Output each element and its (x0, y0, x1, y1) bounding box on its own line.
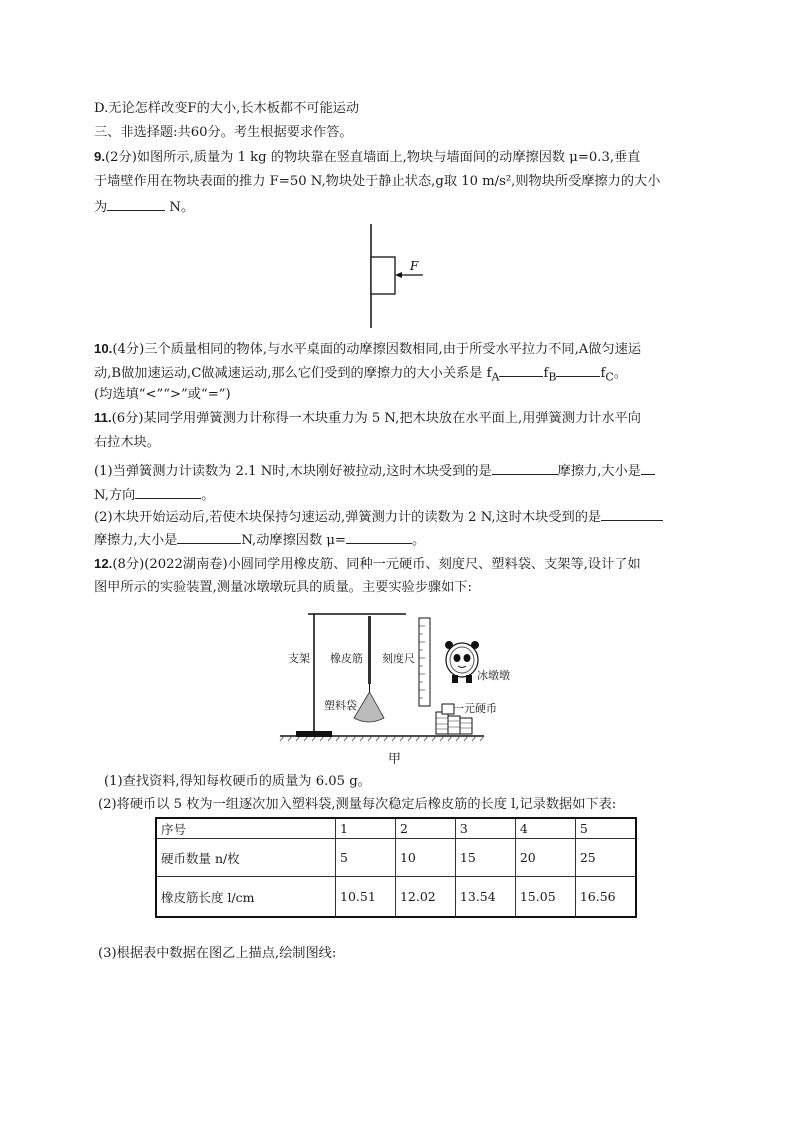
table-cell: 16.56 (575, 877, 636, 918)
q11-2-blank-type[interactable] (601, 508, 663, 521)
q11-2-text-d: 。 (411, 533, 426, 548)
q11-1-text-d: 。 (201, 488, 215, 503)
q12-number: 12. (94, 556, 113, 571)
table-row-coins (156, 839, 636, 877)
q10-line-2 (94, 364, 627, 387)
table-cell: 4 (515, 818, 575, 839)
q11-sub2-line-2 (94, 531, 425, 550)
q9-answer-blank[interactable] (107, 198, 165, 211)
q9-line-3 (94, 198, 194, 217)
label-rubber-band: 橡皮筋 (330, 652, 363, 665)
rubber-band (368, 616, 371, 684)
table-row-index (156, 818, 636, 839)
figure-caption-jia: 甲 (388, 752, 402, 767)
q11-1-blank-direction[interactable] (135, 486, 201, 499)
q10-line-3: (均选填“<”“>”或“=”) (94, 387, 231, 402)
q9-line-2: 于墙壁作用在物块表面的推力 F=50 N,物块处于静止状态,g取 10 m/s²,则物块所受摩擦力的大小 (94, 174, 661, 189)
q12-line-2: 图甲所示的实验装置,测量冰墩墩玩具的质量。主要实验步骤如下: (94, 580, 472, 595)
q11-line-2: 右拉木块。 (94, 435, 160, 450)
table-cell: 10 (395, 839, 455, 877)
force-label: F (410, 259, 419, 273)
q9-text-1: (2分)如图所示,质量为 1 kg 的物块靠在竖直墙面上,物块与墙面间的动摩擦因数 μ=0.3,垂直 (105, 150, 641, 165)
row-header: 硬币数量 n/枚 (156, 839, 336, 877)
stand-base (296, 731, 332, 737)
q11-text-1: (6分)某同学用弹簧测力计称得一木块重力为 5 N,把木块放在水平面上,用弹簧测力计水平向 (111, 411, 641, 426)
label-coin: 一元硬币 (453, 702, 497, 715)
table-cell: 5 (575, 818, 636, 839)
row-header: 橡皮筋长度 l/cm (156, 877, 336, 918)
q9-figure (340, 222, 440, 330)
q9-text-3b: N。 (169, 200, 195, 215)
q9-number: 9. (94, 149, 105, 164)
data-table (155, 817, 637, 918)
bing-dwen-dwen-toy (445, 641, 479, 683)
q11-sub2-line-1 (94, 508, 663, 527)
q11-1-blank-size[interactable] (641, 462, 655, 475)
q11-sub1-line-2 (94, 486, 214, 505)
q12-figure-jia (278, 608, 514, 758)
plastic-bag (354, 692, 384, 722)
table-cell: 3 (455, 818, 515, 839)
force-arrowhead (395, 272, 402, 278)
q11-number: 11. (94, 410, 112, 425)
q12-step-2: (2)将硬币以 5 枚为一组逐次加入塑料袋,测量每次稳定后橡皮筋的长度 l,记录数据如下表: (98, 797, 617, 812)
q10-end: 。 (613, 366, 627, 381)
q10-number: 10. (94, 341, 113, 356)
q10-blank-2[interactable] (556, 364, 600, 377)
table-cell: 15 (455, 839, 515, 877)
q11-sub1-line-1 (94, 462, 655, 481)
table-cell: 20 (515, 839, 575, 877)
q11-1-text-b: 摩擦力,大小是 (557, 464, 641, 479)
label-mascot: 冰墩墩 (477, 669, 510, 682)
option-d: D.无论怎样改变F的大小,长木板都不可能运动 (94, 101, 360, 116)
q11-2-text-b: 摩擦力,大小是 (94, 533, 178, 548)
q12-step-3: (3)根据表中数据在图乙上描点,绘制图线: (98, 946, 337, 961)
q9-text-3a: 为 (94, 200, 108, 215)
q12-line-1 (94, 555, 641, 574)
q10-line-1 (94, 340, 641, 359)
q12-text-1: (8分)(2022湖南卷)小圆同学用橡皮筋、同种一元硬币、刻度尺、塑料袋、支架等,设计了如 (112, 557, 641, 572)
label-bag: 塑料袋 (324, 699, 357, 712)
q11-1-text-c: N,方向 (94, 488, 136, 503)
q10-f-c: f (600, 366, 606, 381)
table-cell: 15.05 (515, 877, 575, 918)
q11-2-text: (2)木块开始运动后,若使木块保持匀速运动,弹簧测力计的读数为 2 N,这时木块受到的是 (94, 510, 602, 525)
ruler (419, 618, 430, 706)
q11-1-text: (1)当弹簧测力计读数为 2.1 N时,木块刚好被拉动,这时木块受到的是 (94, 464, 492, 479)
block-rect (371, 257, 395, 294)
table-cell: 2 (395, 818, 455, 839)
row-header: 序号 (156, 818, 336, 839)
table-cell: 10.51 (336, 877, 396, 918)
q10-sub-a: A (491, 370, 500, 384)
q10-f-b: f (543, 366, 549, 381)
q10-sub-b: B (548, 370, 557, 384)
q11-1-blank-type[interactable] (492, 462, 558, 475)
label-support: 支架 (288, 652, 310, 665)
table-cell: 25 (575, 839, 636, 877)
table-cell: 13.54 (455, 877, 515, 918)
q11-2-blank-size[interactable] (177, 531, 241, 544)
q11-2-text-c: N,动摩擦因数 μ= (241, 533, 346, 548)
table-cell: 12.02 (395, 877, 455, 918)
table-row-lengths (156, 877, 636, 918)
q10-text-1: (4分)三个质量相同的物体,与水平桌面的动摩擦因数相同,由于所受水平拉力不同,A做匀速运 (112, 342, 642, 357)
label-ruler: 刻度尺 (382, 652, 415, 665)
section-heading: 三、非选择题:共60分。考生根据要求作答。 (94, 125, 353, 140)
table-cell: 5 (336, 839, 396, 877)
q10-sub-c: C (605, 370, 614, 384)
q11-line-1 (94, 409, 641, 428)
q10-text-2: 动,B做加速运动,C做减速运动,那么它们受到的摩擦力的大小关系是 f (94, 366, 492, 381)
table-cell: 1 (336, 818, 396, 839)
q11-2-blank-mu[interactable] (346, 531, 412, 544)
q9-line-1 (94, 148, 640, 167)
q10-blank-1[interactable] (499, 364, 543, 377)
q12-step-1: (1)查找资料,得知每枚硬币的质量为 6.05 g。 (104, 774, 371, 789)
